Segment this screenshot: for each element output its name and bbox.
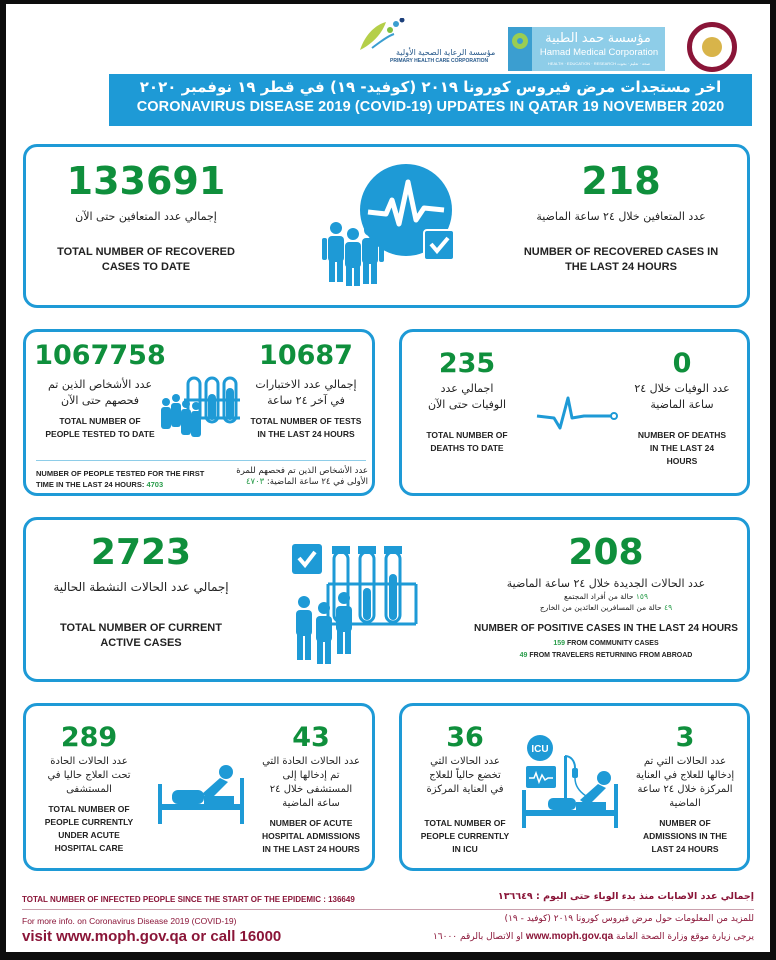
acute-current-label-ar-1: عدد الحالات الحادة (50, 756, 128, 767)
deaths-total-label-ar-2: الوفيات حتى الآن (427, 398, 507, 411)
first-time-value-ar: ٤٧٠٣ (245, 477, 265, 487)
first-time-tested-ar (222, 466, 368, 488)
deaths-total-value: 235 (438, 348, 496, 379)
deaths-total-label-ar-1: اجمالي عدد (440, 382, 494, 395)
acute-admissions-label-en-3: IN THE LAST 24 HOURS (262, 844, 360, 854)
total-infected-en: TOTAL NUMBER OF INFECTED PEOPLE SINCE THE START OF THE EPIDEMIC : 136649 (22, 895, 355, 904)
header-logos (0, 14, 776, 74)
icu-admissions-value: 3 (675, 722, 695, 753)
people-tested-label-en-1: TOTAL NUMBER OF (59, 416, 141, 426)
travelers-label-ar: حالة من المسافرين العائدين من الخارج (539, 603, 662, 612)
recovered-total-label-en-1: TOTAL NUMBER OF RECOVERED (57, 246, 235, 258)
first-time-tested-en (36, 468, 216, 490)
icu-admissions-24h (624, 722, 746, 856)
tests-24h-value: 10687 (259, 340, 353, 371)
acute-current-label-ar-3: المستشفى (66, 784, 112, 795)
recovered-24h-value: 218 (581, 159, 661, 203)
more-info-en: For more info. on Coronavirus Disease 2019 (COVID-19) (22, 916, 237, 926)
active-total (36, 532, 246, 651)
people-tested-total (30, 340, 170, 441)
visit-website-en[interactable]: visit www.moph.gov.qa or call 16000 (22, 928, 282, 945)
recovered-total-label-ar: إجمالي عدد المتعافين حتى الآن (75, 210, 217, 223)
active-total-value: 2723 (90, 532, 192, 573)
acute-admissions-value: 43 (292, 722, 330, 753)
icu-admissions-label-en-3: LAST 24 HOURS (651, 844, 719, 854)
tests-24h-label-ar-1: إجمالي عدد الاختبارات (255, 378, 357, 391)
deaths-24h-label-ar-1: عدد الوفيات خلال ٢٤ (634, 382, 730, 395)
acute-current-label-en-1: TOTAL NUMBER OF (48, 804, 130, 814)
positive-24h-label-ar: عدد الحالات الجديدة خلال ٢٤ ساعة الماضية (506, 577, 706, 590)
icu-current (410, 722, 520, 856)
icu-admissions-label-ar-1: عدد الحالات التي تم (643, 756, 727, 767)
acute-admissions-label-ar-2: تم إدخالها إلى (282, 770, 340, 781)
hospital-bed-icon (154, 764, 252, 826)
positive-24h-label-en: NUMBER OF POSITIVE CASES IN THE LAST 24 HOURS (474, 623, 738, 634)
icu-admissions-label-en-2: ADMISSIONS IN THE (642, 831, 728, 841)
moph-emblem (687, 22, 737, 72)
hmc-name-ar: مؤسسة حمد الطبية (545, 30, 651, 45)
acute-current-label-en-3: UNDER ACUTE (58, 830, 120, 840)
icu-current-label-ar-2: تخضع حالياً للعلاج (429, 770, 501, 781)
more-info-ar: للمزيد من المعلومات حول مرض فيروس كورونا ٢٠١٩ (كوفيد - ١٩) (504, 914, 754, 924)
deaths-24h-label-en-1: NUMBER OF DEATHS (637, 430, 727, 440)
positive-24h-value: 208 (568, 532, 644, 573)
tests-24h-label-ar-2: في آخر ٢٤ ساعة (267, 394, 345, 407)
visit-ar-text-2: او الاتصال بالرقم ١٦٠٠٠ (432, 932, 524, 942)
recovered-card (23, 144, 750, 308)
icu-current-label-en-3: IN ICU (452, 844, 478, 854)
tests-24h (241, 340, 371, 441)
active-cases-card (23, 517, 750, 682)
acute-admissions-24h (251, 722, 371, 856)
active-total-label-en-1: TOTAL NUMBER OF CURRENT (60, 622, 222, 634)
title-bar (109, 74, 752, 126)
first-time-label-ar-1: عدد الأشخاص الذين تم فحصهم للمرة (236, 466, 368, 476)
people-tested-label-ar-1: عدد الأشخاص الذين تم (47, 378, 153, 391)
hmc-tagline: HEALTH · EDUCATION · RESEARCH صحة · تعليم · بحوث (547, 61, 651, 66)
icu-current-label-en-2: PEOPLE CURRENTLY (420, 831, 510, 841)
phcc-name-en: PRIMARY HEALTH CARE CORPORATION (390, 58, 489, 64)
footer-divider (22, 909, 754, 910)
recovered-24h-label-ar: عدد المتعافين خلال ٢٤ ساعة الماضية (536, 210, 706, 223)
recovered-24h-label-en-1: NUMBER OF RECOVERED CASES IN (523, 246, 719, 258)
acute-admissions-label-en-1: NUMBER OF ACUTE (269, 818, 353, 828)
deaths-total-label-en-1: TOTAL NUMBER OF (426, 430, 508, 440)
people-test-tubes-icon (156, 372, 241, 442)
acute-current-label-en-2: PEOPLE CURRENTLY (44, 817, 134, 827)
first-time-label-ar-2: الأولى في ٢٤ ساعة الماضية: (266, 477, 368, 487)
icu-bed-icon (520, 734, 626, 828)
icu-admissions-label-ar-2: إدخالها للعلاج في العناية (635, 770, 735, 781)
community-num-ar: ١٥٩ (635, 592, 648, 601)
people-tested-label-ar-2: فحصهم حتى الآن (61, 394, 139, 407)
acute-current (34, 722, 144, 855)
people-tested-value: 1067758 (34, 340, 166, 371)
recovered-total-label-en-2: CASES TO DATE (101, 261, 191, 273)
active-total-label-en-2: ACTIVE CASES (100, 637, 182, 649)
positive-24h (466, 532, 746, 662)
moph-emblem-icon (702, 37, 722, 57)
deaths-24h-label-en-2: IN THE LAST 24 (649, 443, 715, 453)
community-label-en: FROM COMMUNITY CASES (566, 640, 659, 647)
tests-24h-label-en-1: TOTAL NUMBER OF TESTS (250, 416, 362, 426)
title-english: CORONAVIRUS DISEASE 2019 (COVID-19) UPDATES IN QATAR 19 NOVEMBER 2020 (136, 99, 725, 115)
tests-divider (36, 460, 366, 461)
acute-admissions-label-en-2: HOSPITAL ADMISSIONS (261, 831, 361, 841)
visit-ar-url[interactable]: www.moph.gov.qa (525, 931, 614, 942)
deaths-24h-label-en-3: HOURS (666, 456, 698, 466)
visit-website-ar[interactable] (433, 931, 754, 942)
first-time-label-en-1: NUMBER OF PEOPLE TESTED FOR THE FIRST (36, 469, 205, 478)
deaths-24h-value: 0 (672, 348, 692, 379)
icu-badge-label: ICU (531, 744, 549, 755)
first-time-value: 4703 (146, 480, 164, 489)
active-total-label-ar: إجمالي عدد الحالات النشطة الحالية (53, 580, 229, 594)
people-tested-label-en-2: PEOPLE TESTED TO DATE (45, 429, 155, 439)
title-arabic: اخر مستجدات مرض فيروس كورونا ٢٠١٩ (كوفيد- ١٩) في قطر ١٩ نوفمبر ٢٠٢٠ (139, 78, 722, 96)
hmc-logo (508, 27, 665, 71)
phcc-leaf-icon (356, 18, 406, 52)
community-label-ar: حالة من أفراد المجتمع (564, 592, 634, 601)
hmc-leaf-icon (508, 27, 532, 71)
icu-admissions-label-en-1: NUMBER OF (659, 818, 711, 828)
icu-current-value: 36 (446, 722, 484, 753)
deaths-24h (622, 348, 742, 468)
icu-current-label-en-1: TOTAL NUMBER OF (424, 818, 506, 828)
travelers-label-en: FROM TRAVELERS RETURNING FROM ABROAD (529, 652, 693, 659)
first-time-label-en-2: TIME IN THE LAST 24 HOURS: (36, 480, 145, 489)
acute-admissions-label-ar-1: عدد الحالات الحادة التي (262, 756, 360, 767)
acute-admissions-label-ar-3: المستشفى خلال ٢٤ (269, 784, 353, 795)
phcc-name-ar: مؤسسة الرعاية الصحية الأولية (396, 48, 496, 57)
recovered-24h (506, 159, 736, 275)
hmc-name-en: Hamad Medical Corporation (539, 47, 659, 58)
travelers-num-ar: ٤٩ (664, 603, 673, 612)
acute-admissions-label-ar-4: ساعة الماضية (282, 798, 340, 809)
travelers-num: 49 (519, 652, 528, 659)
deaths-24h-label-ar-2: ساعة الماضية (650, 398, 714, 411)
acute-current-value: 289 (60, 722, 118, 753)
heartbeat-line-icon (532, 394, 622, 434)
visit-ar-text-1: يرجى زيارة موقع وزارة الصحة العامة (616, 932, 754, 942)
icu-current-label-ar-3: في العناية المركزة (426, 784, 504, 795)
community-num: 159 (553, 640, 566, 647)
deaths-total (412, 348, 522, 455)
acute-current-label-en-4: HOSPITAL CARE (54, 843, 124, 853)
tests-card (23, 329, 375, 496)
recovered-total-value: 133691 (66, 159, 226, 203)
icu-card (399, 703, 750, 871)
tests-24h-label-en-2: IN THE LAST 24 HOURS (257, 429, 355, 439)
icu-current-label-ar-1: عدد الحالات التي (430, 756, 500, 767)
recovered-total (46, 159, 246, 275)
total-infected-ar: إجمالي عدد الاصابات منذ بدء الوباء حتى اليوم : ١٣٦٦٤٩ (497, 891, 754, 902)
acute-care-card (23, 703, 375, 871)
checklist-people-test-tubes-icon (288, 538, 438, 668)
icu-admissions-label-ar-4: الماضية (669, 798, 701, 809)
people-heartbeat-check-icon (306, 162, 466, 292)
icu-admissions-label-ar-3: المركزة خلال ٢٤ ساعة (637, 784, 733, 795)
phcc-logo (352, 18, 502, 68)
deaths-card (399, 329, 750, 496)
acute-current-label-ar-2: تحت العلاج حاليا في (47, 770, 131, 781)
recovered-24h-label-en-2: THE LAST 24 HOURS (565, 261, 677, 273)
deaths-total-label-en-2: DEATHS TO DATE (430, 443, 504, 453)
